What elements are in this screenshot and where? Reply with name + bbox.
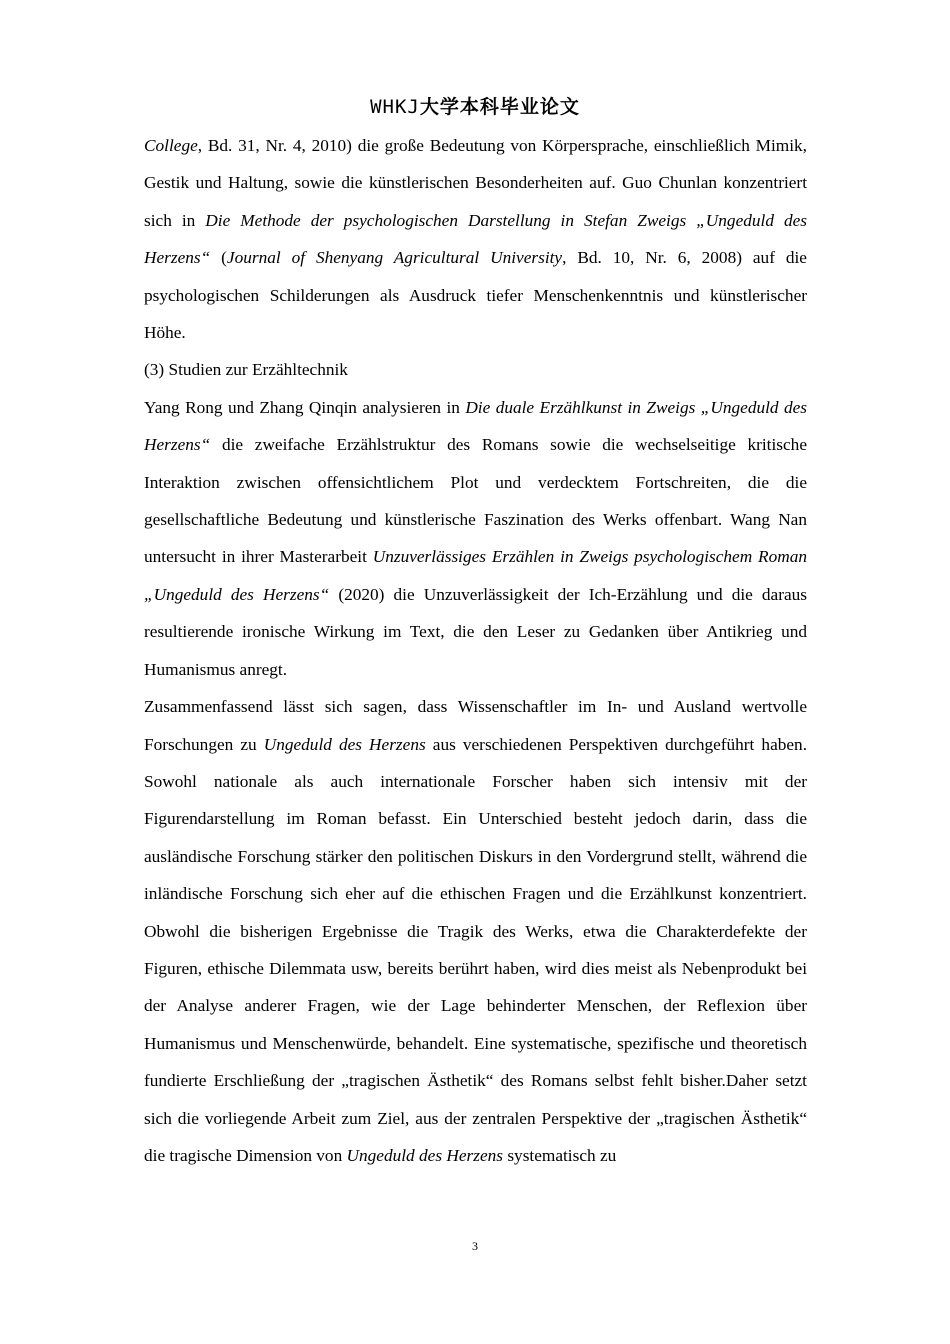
italic-citation: Ungeduld des Herzens — [346, 1145, 504, 1165]
italic-citation: College — [144, 136, 198, 155]
text-run: , Bd. 10, Nr. 6, 2008) auf die psychologischen Schilderungen als Ausdruck tiefer Menschenkenntnis und künstlerischer Höhe. — [144, 248, 807, 343]
text-run: systematisch zu — [503, 1145, 617, 1165]
text-run: Zusammenfassend lässt sich sagen, dass Wissenschaftler im In- und Ausland wertvolle Forschungen zu — [144, 697, 807, 754]
italic-citation: Unzuverlässiges Erzählen in Zweigs psychologischem Roman „Ungeduld des Herzens“ — [144, 547, 807, 604]
text-run: , Bd. 31, Nr. 4, 2010) die große Bedeutung von Körpersprache, einschließlich Mimik, Gestik und Haltung, sowie die künstlerischen Besonderheiten auf. Guo Chunlan konzentriert sich in — [144, 136, 807, 230]
page-header — [0, 92, 950, 119]
paragraph — [144, 389, 807, 688]
text-run: ( — [210, 248, 227, 268]
section-heading: (3) Studien zur Erzähltechnik — [144, 360, 348, 380]
page-number: 3 — [472, 1239, 478, 1253]
text-run: aus verschiedenen Perspektiven durchgeführt haben. Sowohl nationale als auch internationale Forscher haben sich intensiv mit der Figurendarstellung im Roman befasst. Ein Unterschied besteht jedoch darin, dass die ausländische Forschung stärker den politischen Diskurs in den Vordergrund stellt, während die inländische Forschung sich eher auf die ethischen Fragen und die Erzählkunst konzentriert. Obwohl die bisherigen Ergebnisse die Tragik des Werks, etwa die Charakterdefekte der Figuren, ethische Dilemmata usw, bereits berührt haben, wird dies meist als Nebenprodukt bei der Analyse anderer Fragen, wie der Lage behinderter Menschen, der Reflexion über Humanismus und Menschenwürde, behandelt. Eine systematische, spezifische und theoretisch fundierte Erschließung der „tragischen Ästhetik“ des Romans selbst fehlt bisher.Daher setzt sich die vorliegende Arbeit zum Ziel, aus der zentralen Perspektive der „tragischen Ästhetik“ die tragische Dimension von — [144, 734, 808, 1165]
text-run: die zweifache Erzählstruktur des Romans sowie die wechselseitige kritische Interaktion zwischen offensichtlichem Plot und verdecktem Fortschreiten, die die gesellschaftliche Bedeutung und künstlerische Faszination des Werks offenbart. Wang Nan untersucht in ihrer Masterarbeit — [144, 435, 807, 567]
italic-citation: Die duale Erzählkunst in Zweigs „Ungeduld des Herzens“ — [144, 397, 808, 455]
text-run: (2020) die Unzuverlässigkeit der Ich-Erzählung und die daraus resultierende ironische Wirkung im Text, die den Leser zu Gedanken über Antikrieg und Humanismus anregt. — [144, 584, 807, 679]
body-text — [144, 127, 807, 1174]
header-title: 大学本科毕业论文 — [419, 97, 580, 118]
italic-citation: Journal of Shenyang Agricultural University — [226, 248, 563, 268]
italic-citation: Die Methode der psychologischen Darstellung in Stefan Zweigs „Ungeduld des Herzens“ — [144, 210, 807, 268]
italic-citation: Ungeduld des Herzens — [263, 734, 426, 754]
text-run: Yang Rong und Zhang Qinqin analysieren in — [144, 397, 466, 417]
paragraph — [144, 688, 807, 1174]
header-latin: WHKJ — [370, 96, 420, 118]
paragraph — [144, 127, 807, 351]
